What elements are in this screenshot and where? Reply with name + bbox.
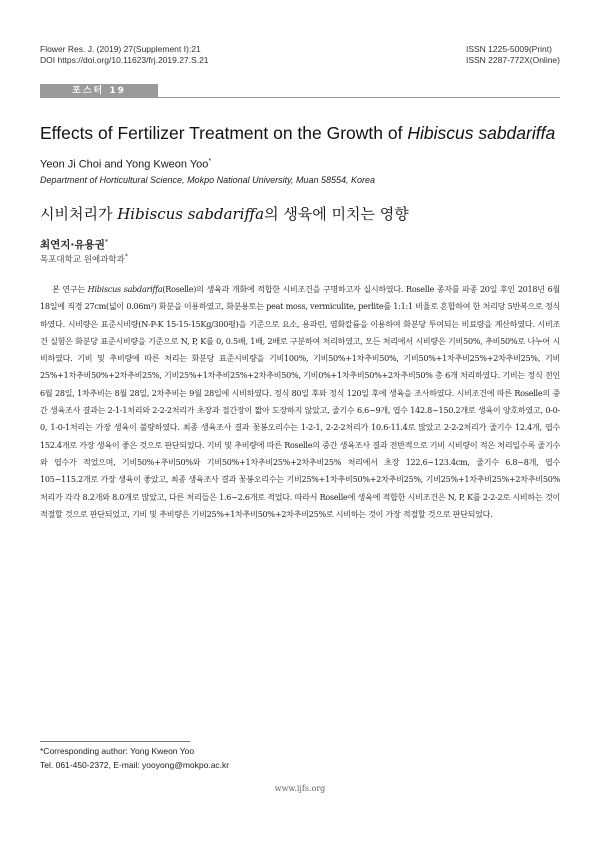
english-affiliation: Department of Horticultural Science, Mokpo National University, Muan 58554, Korea (40, 175, 375, 185)
korean-title-prefix: 시비처리가 (40, 205, 118, 223)
english-title-text: Effects of Fertilizer Treatment on the Growth of (40, 123, 408, 143)
korean-affiliation-text: 목포대학교 원예과학과 (40, 255, 125, 265)
footer-url: www.ijfs.org (274, 784, 326, 793)
issn-online: ISSN 2287-772X(Online) (465, 55, 560, 65)
footnote-divider (40, 741, 190, 742)
korean-author-names: 최연지·유용권 (40, 239, 105, 251)
abstract-species: Hibiscus sabdariffa (87, 285, 163, 294)
corresponding-mark: * (208, 158, 212, 165)
poster-divider (158, 97, 560, 98)
issn-print: ISSN 1225-5009(Print) (465, 44, 552, 54)
doi-line: DOI https://doi.org/10.11623/frj.2019.27.S.21 (40, 55, 209, 65)
korean-affiliation-mark: * (124, 253, 128, 261)
abstract-body (40, 281, 560, 523)
korean-corresponding-mark: * (104, 237, 109, 246)
english-title-species: Hibiscus sabdariffa (407, 123, 556, 143)
abstract-lead: 본 연구는 (52, 285, 88, 294)
korean-title (40, 203, 409, 224)
korean-title-species: Hibiscus sabdariffa (117, 205, 265, 223)
english-title (40, 122, 570, 144)
korean-affiliation (40, 253, 128, 265)
issn-block (466, 44, 560, 66)
poster-label-bar (40, 84, 560, 98)
abstract-text: (Roselle)의 생육과 개화에 적합한 시비조건을 구명하고자 실시하였다. Roselle 종자를 파종 20일 후인 2018년 6월 18일에 직경 27cm(넓이 0.06m²) 화분을 이용하였고, 화분용토는 peat moss, vermiculite, perlite를 1:1:1 비율로 혼합하여 한 처리당 5반복으로 정식하였다. 시비량은 표준시비량(N-P-K 15-15-15Kg/300평)을 기준으로 요소, 용과린, 염화칼륨을 이용하여 화분당 투여되는 비료량을 계산하였다. 시비조건 실험은 화분당 표준시비량을 기준으로 N, P, K를 0, 0.5배, 1배, 2배로 구분하여 처리하였고, 모든 처리에서 시비량은 기비50%, 추비50%로 나누어 시비하였다. 기비 및 추비량에 따른 처리는 화분당 표준시비량을 기비100%, 기비50%+1차추비50%, 기비50%+1차추비25%+2차추비25%, 기비25%+1차추비50%+2차추비25%, 기비25%+1차추비25%+2차추비50%, 기비0%+1차추비50%+2차추비50% 총 6개 처리하였다. 기비는 정식 전인 6월 28일, 1차추비는 8월 28일, 2차추비는 9월 28일에 시비하였다. 정식 80일 후와 정식 120일 후에 생육을 조사하였다. 시비조건에 따른 Roselle의 중간 생육조사 결과는 2-1-1처리와 2-2-2처리가 초장과 절간장이 짧아 도장하지 않았고, 줄기수 6.6~9개, 엽수 142.8~150.2개로 생육이 양호하였고, 0-0-0, 1-0-1처리는 가장 생육이 불량하였다. 최종 생육조사 결과 꽃봉오리수는 1-2-1, 2-2-2처리가 10.6-11.4로 많았고 2-2-2처리가 줄기수 12.4개, 엽수 152.4개로 가장 생육이 좋은 것으로 판단되었다. 기비 및 추비량에 따른 Roselle의 중간 생육조사 결과 전반적으로 기비 시비량이 적은 처리일수록 줄기수와 엽수가 적었으며, 기비50%+추비50%와 기비50%+1차추비25%+2차추비25% 처리에서 초장 122.6~123.4cm, 줄기수 6.8~8개, 엽수 105~115.2개로 가장 생육이 좋았고, 최종 생육조사 결과 꽃봉오리수는 기비25%+1차추비50%+2차추비25%, 기비25%+1차추비25%+2차추비50%처리가 각각 8.2개와 8.0개로 많았고, 다른 처리들은 1.6~2.6개로 적었다. 따라서 Roselle에 생육에 적합한 시비조건은 N, P, K를 2-2-2로 시비하는 것이 적절할 것으로 판단되었고, 기비 및 추비량은 기비25%+1차추비50%+2차추비25%로 시비하는 것이 가장 적절할 것으로 판단되었다. (40, 285, 560, 519)
journal-citation: Flower Res. J. (2019) 27(Supplement Ⅰ):21 (40, 44, 201, 54)
footnote-contact: Tel. 061-450-2372, E-mail: yooyong@mokpo.ac.kr (40, 760, 230, 770)
poster-label: 포스터 19 (40, 84, 158, 98)
korean-authors (40, 237, 108, 252)
journal-header (40, 44, 209, 66)
english-author-names: Yeon Ji Choi and Yong Kweon Yoo (40, 158, 209, 171)
footnote-corresponding: *Corresponding author: Yong Kweon Yoo (40, 746, 195, 756)
korean-title-suffix: 의 생육에 미치는 영향 (264, 205, 409, 223)
english-authors (40, 158, 211, 171)
